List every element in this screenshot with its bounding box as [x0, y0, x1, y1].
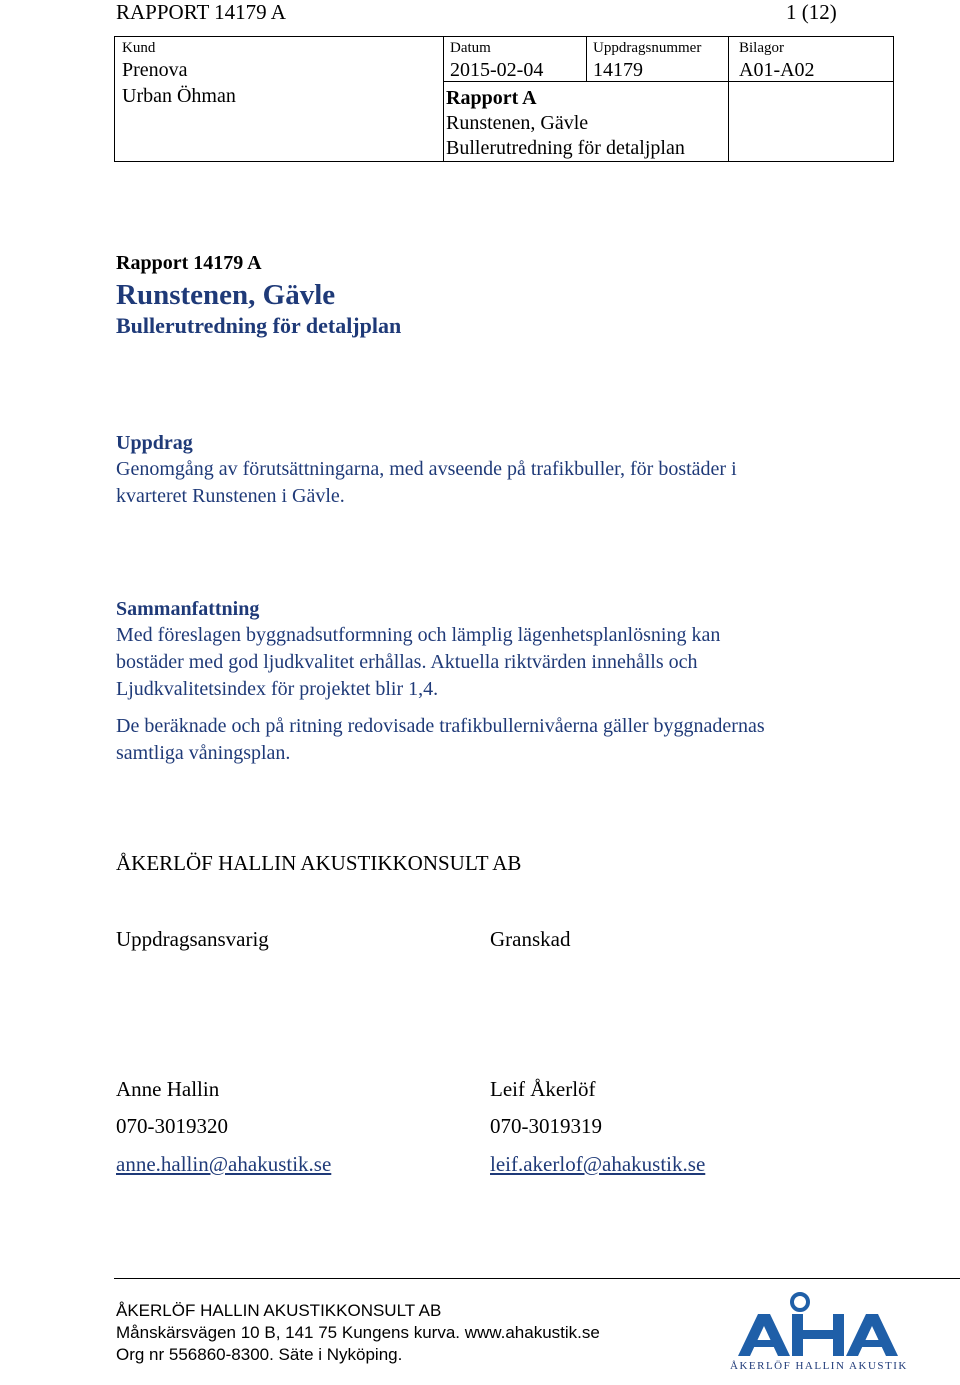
uppdragsnummer-label: Uppdragsnummer [593, 40, 702, 56]
footer-company: ÅKERLÖF HALLIN AKUSTIKKONSULT AB [116, 1301, 442, 1320]
info-table [114, 36, 894, 162]
sammanfattning-text-line: Med föreslagen byggnadsutformning och lämplig lägenhetsplanlösning kan [116, 624, 721, 646]
page-number: 1 (12) [786, 0, 837, 24]
uppdrag-text-line: kvarteret Runstenen i Gävle. [116, 485, 345, 507]
signer-name-left: Anne Hallin [116, 1077, 220, 1101]
signer-name-right: Leif Åkerlöf [490, 1077, 596, 1101]
title-report-number: Rapport 14179 A [116, 252, 262, 274]
logo-caption: ÅKERLÖF HALLIN AKUSTIK [730, 1360, 908, 1372]
bilagor-label: Bilagor [739, 40, 784, 56]
footer-divider [114, 1278, 960, 1279]
role-uppdragsansvarig: Uppdragsansvarig [116, 927, 269, 951]
datum-label: Datum [450, 40, 491, 56]
uppdragsnummer-value: 14179 [593, 59, 643, 81]
signer-phone-left: 070-3019320 [116, 1114, 228, 1138]
sammanfattning-heading: Sammanfattning [116, 598, 260, 620]
report-reference: RAPPORT 14179 A [116, 0, 286, 24]
sammanfattning-text-line: De beräknade och på ritning redovisade trafikbullernivåerna gäller byggnadernas [116, 715, 765, 737]
sammanfattning-section [116, 596, 765, 767]
page-subtitle: Bullerutredning för detaljplan [116, 313, 402, 338]
role-granskad: Granskad [490, 927, 571, 951]
datum-value: 2015-02-04 [450, 59, 544, 81]
bilagor-value: A01-A02 [739, 59, 815, 81]
signer-phone-right: 070-3019319 [490, 1114, 602, 1138]
kund-contact: Urban Öhman [122, 85, 236, 107]
uppdrag-text-line: Genomgång av förutsättningarna, med avseende på trafikbuller, för bostäder i [116, 458, 737, 480]
table-divider [586, 37, 587, 81]
report-line3: Bullerutredning för detaljplan [446, 137, 685, 159]
page-title: Runstenen, Gävle [116, 279, 336, 311]
company-name: ÅKERLÖF HALLIN AKUSTIKKONSULT AB [116, 851, 522, 875]
email-link-left[interactable]: anne.hallin@ahakustik.se [116, 1152, 332, 1176]
uppdrag-heading: Uppdrag [116, 432, 193, 454]
uppdrag-section [116, 430, 737, 510]
footer-address: Månskärsvägen 10 B, 141 75 Kungens kurva. www.ahakustik.se [116, 1323, 600, 1342]
report-title: Rapport A [446, 87, 537, 109]
footer-org-number: Org nr 556860-8300. Säte i Nyköping. [116, 1345, 403, 1364]
table-divider [728, 37, 729, 162]
title-block [116, 251, 401, 340]
kund-label: Kund [122, 40, 156, 56]
sammanfattning-text-line: bostäder med god ljudkvalitet erhållas. Aktuella riktvärden innehålls och [116, 651, 698, 673]
kund-name: Prenova [122, 59, 188, 81]
sammanfattning-text-line: Ljudkvalitetsindex för projektet blir 1,4. [116, 678, 439, 700]
report-line2: Runstenen, Gävle [446, 112, 589, 134]
sammanfattning-text-line: samtliga våningsplan. [116, 742, 291, 764]
table-divider [443, 37, 444, 162]
email-link-right[interactable]: leif.akerlof@ahakustik.se [490, 1152, 706, 1176]
company-logo [730, 1290, 930, 1385]
